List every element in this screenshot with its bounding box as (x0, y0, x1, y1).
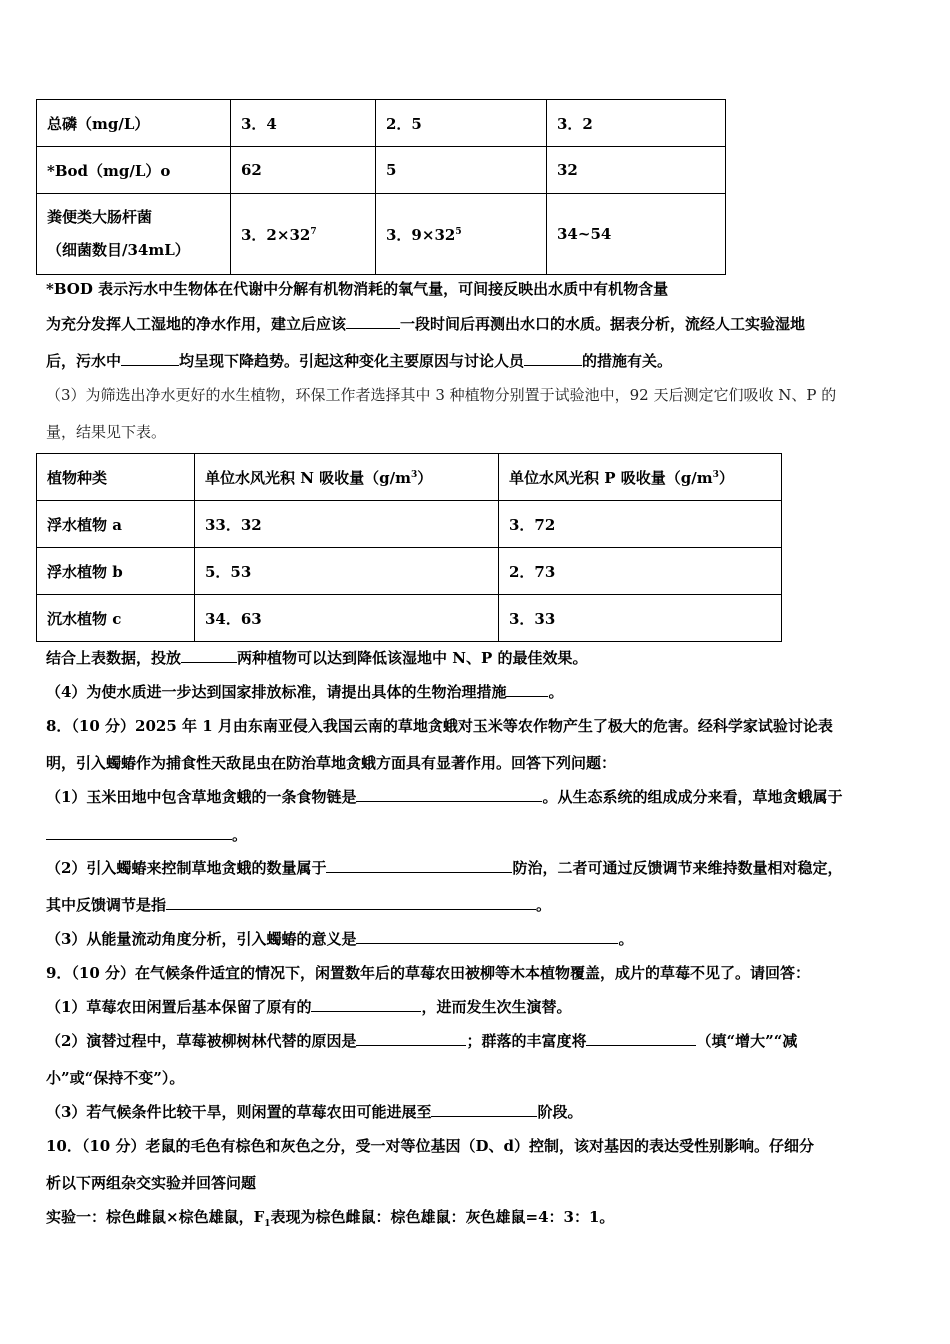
question-8-line: 明，引入蠋蝽作为捕食性天敌昆虫在防治草地贪蛾方面具有显著作用。回答下列问题： (46, 754, 617, 772)
text: （1）草莓农田闲置后基本保留了原有的 (46, 998, 312, 1016)
cell-line: 粪便类大肠杆菌 (47, 208, 153, 226)
table-cell: 34．63 (195, 595, 499, 642)
header-text: 单位水风光积 P 吸收量（g/m (509, 468, 713, 487)
question-9-line: 9．（10 分）在气候条件适宜的情况下，闲置数年后的草莓农田被柳等木本植物覆盖，成片的草莓不见了。请回答： (46, 964, 811, 982)
text: 。从生态系统的组成成分来看，草地贪蛾属于 (542, 788, 843, 806)
header-text: ） (417, 468, 433, 487)
text: （1）玉米田地中包含草地贪蛾的一条食物链是 (46, 788, 357, 806)
exponent: 7 (310, 226, 317, 237)
table-row (37, 194, 726, 275)
table-header-cell: 植物种类 (37, 454, 195, 501)
paragraph-line (46, 314, 805, 334)
blank (431, 1102, 537, 1117)
text: （3）从能量流动角度分析，引入蠋蝽的意义是 (46, 930, 357, 948)
text: 实验一：棕色雌鼠×棕色雄鼠，F (46, 1208, 265, 1226)
table-cell: 32 (547, 147, 726, 194)
table-cell (376, 194, 547, 275)
text: 表现为棕色雌鼠：棕色雄鼠：灰色雄鼠=4：3：1。 (270, 1208, 615, 1226)
text: 结合上表数据，投放 (46, 649, 182, 667)
table-cell: 总磷（mg/L） (37, 100, 231, 147)
text: （填“增大”“减 (696, 1032, 798, 1050)
table-cell: 3．33 (499, 595, 782, 642)
cell-value: 3．9×32 (386, 225, 456, 244)
question-8-sub-2 (46, 858, 842, 878)
blank (311, 997, 421, 1012)
table-row (37, 548, 782, 595)
text: （4）为使水质进一步达到国家排放标准，请提出具体的生物治理措施 (46, 683, 507, 701)
question-9-sub-2: 小”或“保持不变”）。 (46, 1069, 185, 1087)
text: 阶段。 (537, 1103, 583, 1121)
text: （3）若气候条件比较干旱，则闲置的草莓农田可能进展至 (46, 1103, 432, 1121)
paragraph-line (46, 648, 587, 668)
question-10-line: 析以下两组杂交实验并回答问题 (46, 1174, 257, 1192)
text: 的措施有关。 (582, 352, 673, 370)
table-cell: 62 (231, 147, 376, 194)
table-cell: 34~54 (547, 194, 726, 275)
experiment-1-line (46, 1207, 614, 1234)
text: 一段时间后再测出水口的水质。据表分析，流经人工实验湿地 (400, 315, 806, 333)
text: 。 (618, 930, 634, 948)
paragraph-line (46, 351, 672, 371)
blank (46, 825, 232, 840)
table-cell: 3．72 (499, 501, 782, 548)
text: ，进而发生次生演替。 (421, 998, 572, 1016)
question-3-line: （3）为筛选出净水更好的水生植物，环保工作者选择其中 3 种植物分别置于试验池中，92 天后测定它们吸收 N、P 的 (46, 386, 837, 404)
table-cell: 33．32 (195, 501, 499, 548)
text: 其中反馈调节是指 (46, 896, 167, 914)
table-header-cell (195, 454, 499, 501)
question-8-line: 8．（10 分）2025 年 1 月由东南亚侵入我国云南的草地贪蛾对玉米等农作物产生了极大的危害。经科学家试验讨论表 (46, 717, 833, 735)
table-cell: 2．73 (499, 548, 782, 595)
subscript: 1 (264, 1219, 271, 1229)
table-row (37, 100, 726, 147)
plant-absorption-table (36, 453, 782, 642)
table-cell: 2．5 (376, 100, 547, 147)
question-8-sub-1 (46, 787, 842, 807)
table-cell: 5．53 (195, 548, 499, 595)
exponent: 3 (411, 469, 418, 480)
text: （2）演替过程中，草莓被柳树林代替的原因是 (46, 1032, 357, 1050)
table-cell: 浮水植物 a (37, 501, 195, 548)
table-row (37, 501, 782, 548)
blank (346, 314, 400, 329)
text: 防治，二者可通过反馈调节来维持数量相对稳定， (512, 859, 843, 877)
table-cell: *Bod（mg/L）o (37, 147, 231, 194)
text: 。 (536, 896, 552, 914)
blank (326, 858, 512, 873)
table-cell: 5 (376, 147, 547, 194)
table-cell: 沉水植物 c (37, 595, 195, 642)
text: 两种植物可以达到降低该湿地中 N、P 的最佳效果。 (237, 649, 588, 667)
question-8-sub-2 (46, 895, 551, 915)
table-header-row (37, 454, 782, 501)
text: 均呈现下降趋势。引起这种变化主要原因与讨论人员 (179, 352, 525, 370)
text: 。 (548, 683, 564, 701)
question-9-sub-2 (46, 1031, 797, 1051)
question-8-sub-3 (46, 929, 633, 949)
table-row (37, 595, 782, 642)
text: （2）引入蠋蝽来控制草地贪蛾的数量属于 (46, 859, 327, 877)
table-cell (231, 194, 376, 275)
blank (586, 1031, 696, 1046)
blank (524, 351, 582, 366)
cell-line: （细菌数目/34mL） (47, 241, 190, 259)
table-cell: 浮水植物 b (37, 548, 195, 595)
question-9-sub-1 (46, 997, 571, 1017)
table-cell: 3．2 (547, 100, 726, 147)
text: 为充分发挥人工湿地的净水作用，建立后应该 (46, 315, 347, 333)
blank (181, 648, 237, 663)
water-quality-table (36, 99, 726, 275)
question-9-sub-3 (46, 1102, 582, 1122)
blank (356, 1031, 466, 1046)
header-text: 单位水风光积 N 吸收量（g/m (205, 468, 411, 487)
bod-note: *BOD 表示污水中生物体在代谢中分解有机物消耗的氧气量，可间接反映出水质中有机物含量 (46, 280, 669, 298)
cell-value: 3．2×32 (241, 225, 311, 244)
blank (356, 787, 542, 802)
blank (121, 351, 179, 366)
table-row (37, 147, 726, 194)
text: 后，污水中 (46, 352, 122, 370)
blank (356, 929, 618, 944)
text: ；群落的丰富度将 (466, 1032, 587, 1050)
exponent: 5 (455, 226, 462, 237)
blank (166, 895, 536, 910)
text: 。 (232, 826, 248, 844)
blank (506, 682, 548, 697)
table-cell (37, 194, 231, 275)
table-cell: 3．4 (231, 100, 376, 147)
exponent: 3 (712, 469, 719, 480)
question-4-line (46, 682, 563, 702)
question-3-line: 量，结果见下表。 (46, 423, 167, 441)
answer-line (46, 825, 247, 845)
table-header-cell (499, 454, 782, 501)
question-10-line: 10．（10 分）老鼠的毛色有棕色和灰色之分，受一对等位基因（D、d）控制，该对基因的表达受性别影响。仔细分 (46, 1137, 814, 1155)
header-text: ） (718, 468, 734, 487)
